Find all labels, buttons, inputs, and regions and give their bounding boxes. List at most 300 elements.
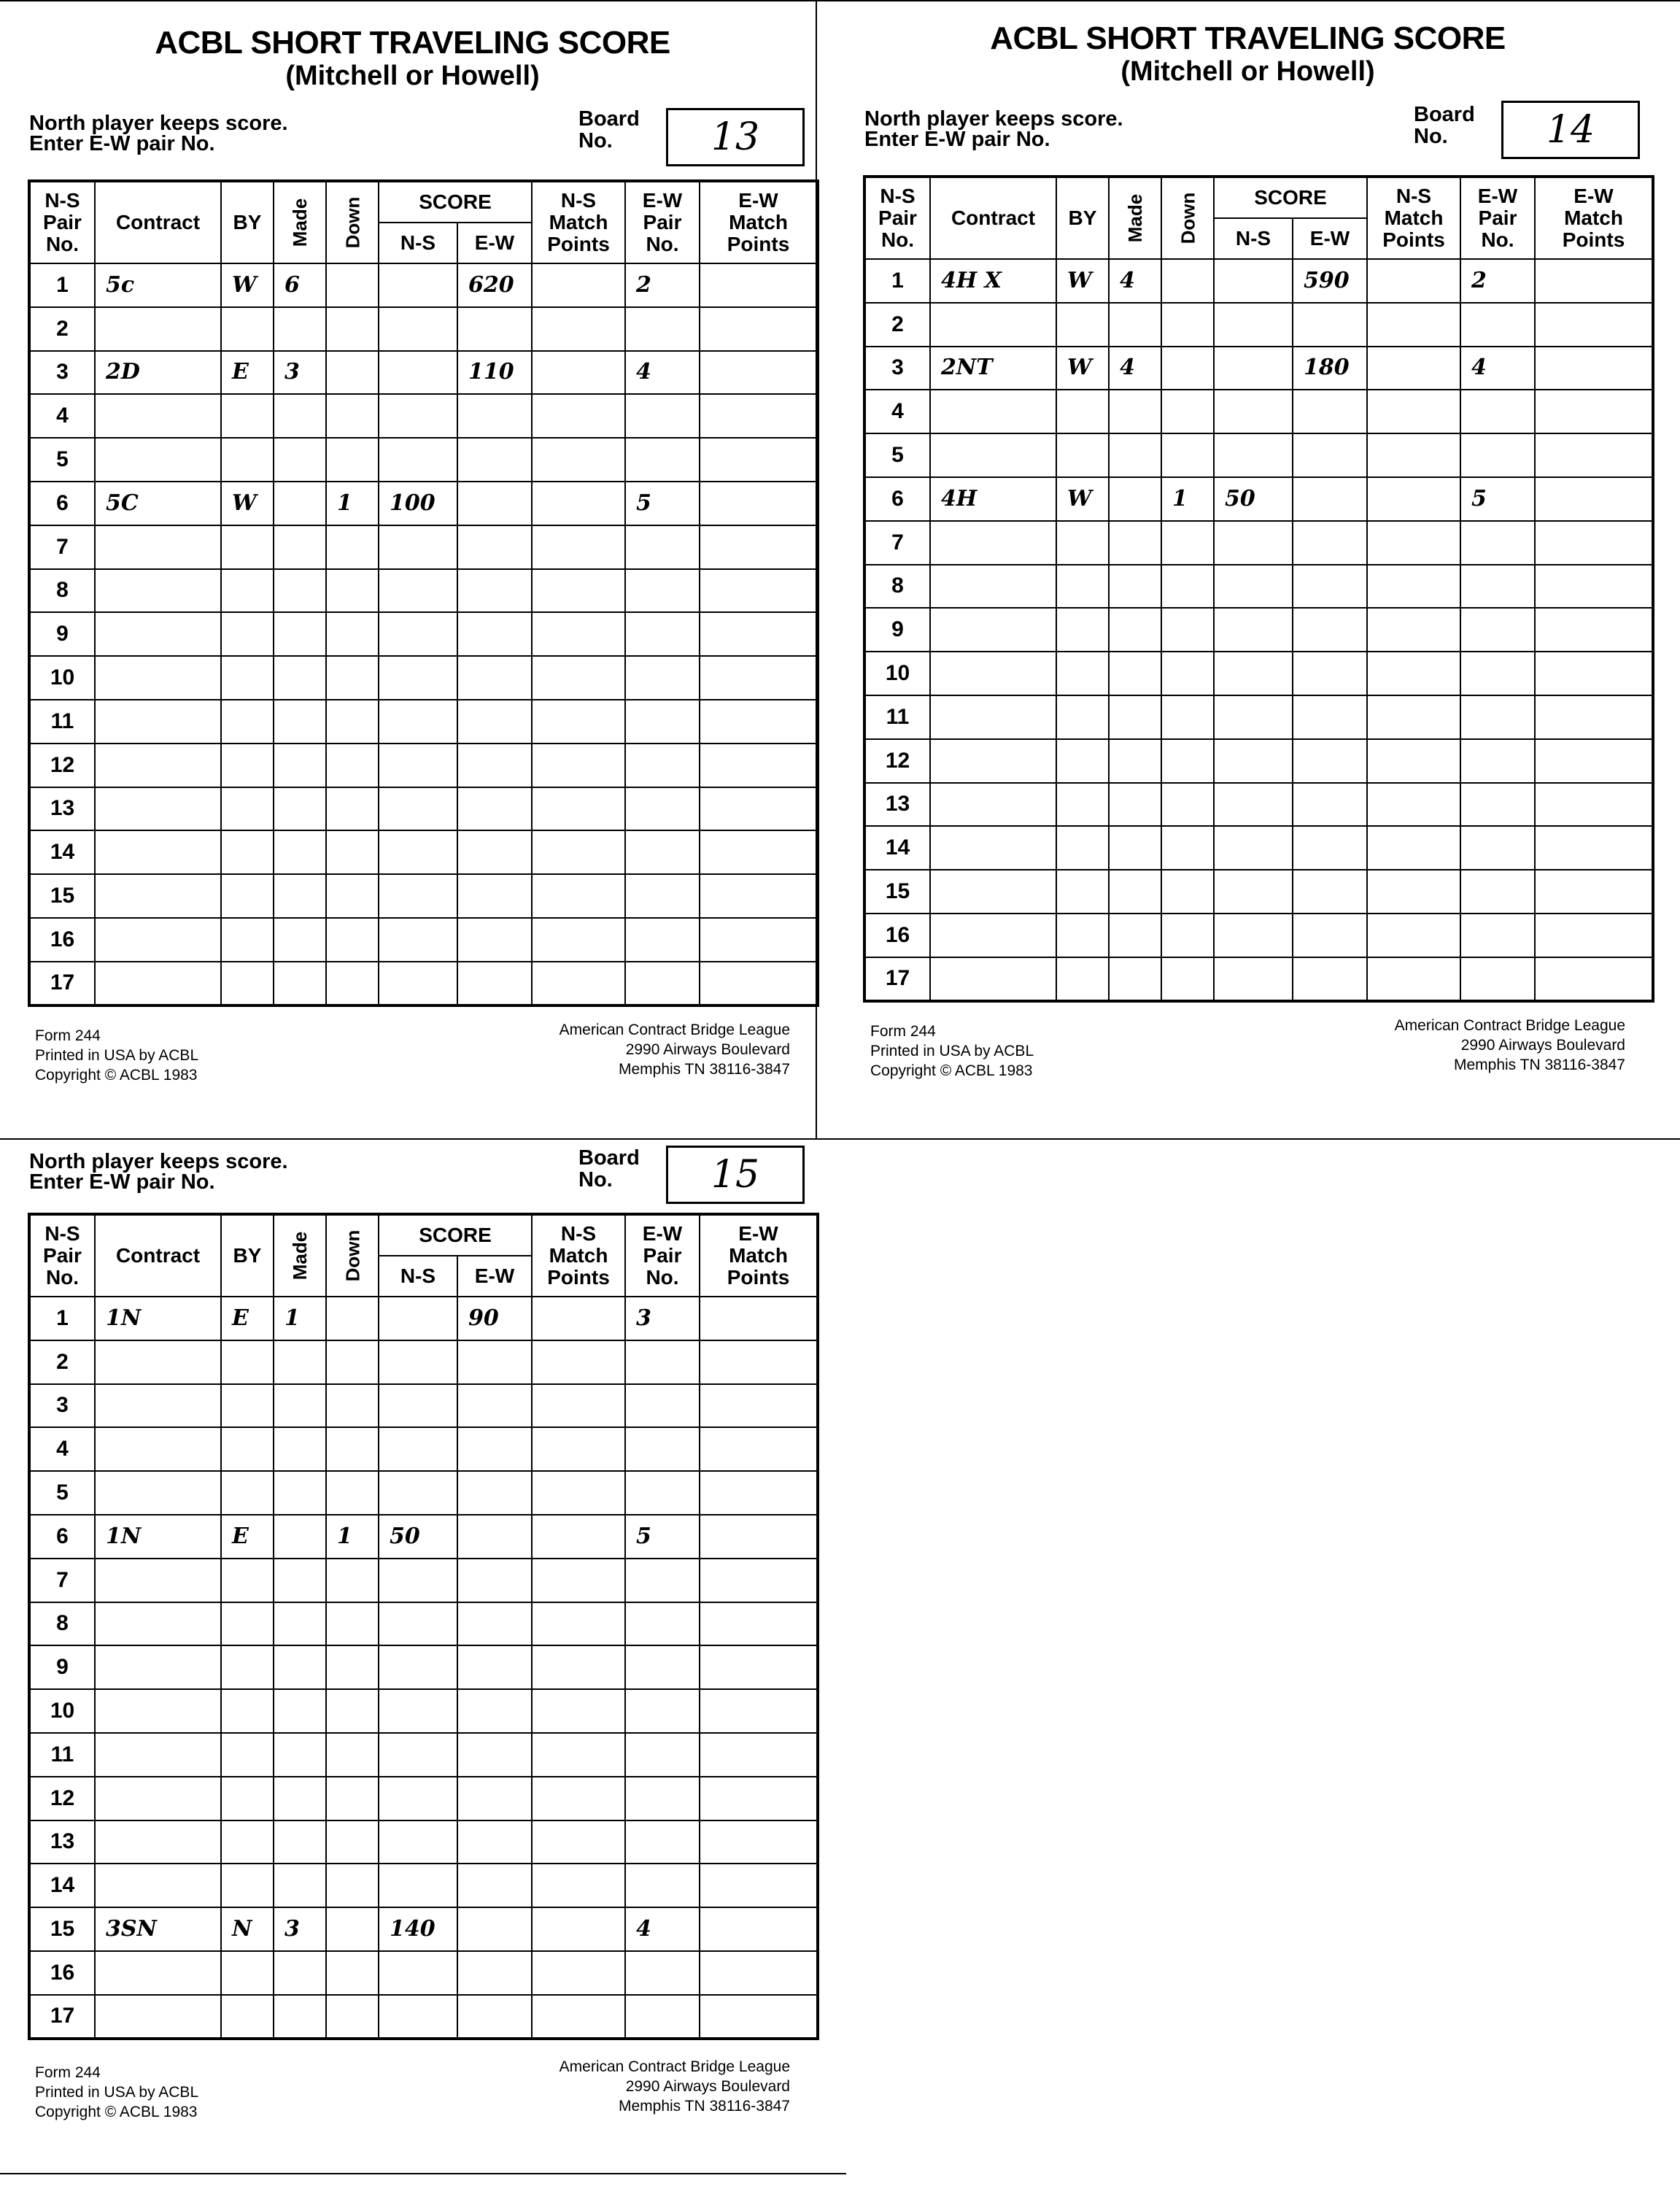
score-ns-cell[interactable] bbox=[379, 438, 457, 482]
down-cell[interactable] bbox=[326, 1471, 379, 1515]
ew-pair-cell[interactable] bbox=[625, 1645, 700, 1689]
by-cell[interactable] bbox=[221, 656, 274, 700]
contract-cell[interactable] bbox=[930, 521, 1056, 565]
score-ns-cell[interactable]: 100 bbox=[379, 482, 457, 525]
score-ns-cell[interactable] bbox=[379, 1777, 457, 1820]
ns-match-points-cell[interactable] bbox=[1367, 347, 1460, 390]
by-cell[interactable] bbox=[1056, 957, 1109, 1001]
ew-pair-cell[interactable]: 2 bbox=[625, 263, 700, 307]
by-cell[interactable] bbox=[1056, 652, 1109, 695]
made-cell[interactable] bbox=[1109, 695, 1161, 739]
by-cell[interactable]: W bbox=[221, 482, 274, 525]
by-cell[interactable]: N bbox=[221, 1907, 274, 1951]
score-ew-cell[interactable] bbox=[457, 482, 532, 525]
ew-pair-cell[interactable]: 4 bbox=[625, 351, 700, 395]
contract-cell[interactable]: 2D bbox=[95, 351, 221, 395]
ns-match-points-cell[interactable] bbox=[1367, 303, 1460, 347]
contract-cell[interactable] bbox=[95, 307, 221, 351]
ew-pair-cell[interactable]: 3 bbox=[625, 1297, 700, 1340]
contract-cell[interactable] bbox=[95, 1427, 221, 1471]
by-cell[interactable] bbox=[221, 1471, 274, 1515]
ew-match-points-cell[interactable] bbox=[700, 918, 818, 962]
made-cell[interactable]: 6 bbox=[274, 263, 326, 307]
contract-cell[interactable] bbox=[930, 565, 1056, 609]
down-cell[interactable] bbox=[326, 351, 379, 395]
ew-match-points-cell[interactable] bbox=[700, 482, 818, 525]
ew-pair-cell[interactable] bbox=[1460, 695, 1535, 739]
by-cell[interactable] bbox=[221, 525, 274, 569]
score-ew-cell[interactable] bbox=[457, 1427, 532, 1471]
ew-pair-cell[interactable] bbox=[625, 438, 700, 482]
score-ew-cell[interactable] bbox=[457, 569, 532, 613]
score-ns-cell[interactable] bbox=[1214, 303, 1293, 347]
ns-match-points-cell[interactable] bbox=[532, 744, 625, 787]
score-ns-cell[interactable] bbox=[1214, 914, 1293, 957]
ew-match-points-cell[interactable] bbox=[700, 1471, 818, 1515]
score-ew-cell[interactable] bbox=[457, 962, 532, 1005]
by-cell[interactable] bbox=[221, 307, 274, 351]
down-cell[interactable] bbox=[326, 874, 379, 918]
made-cell[interactable] bbox=[274, 1559, 326, 1602]
by-cell[interactable] bbox=[221, 830, 274, 874]
ew-match-points-cell[interactable] bbox=[1535, 433, 1653, 477]
ns-match-points-cell[interactable] bbox=[1367, 433, 1460, 477]
score-ew-cell[interactable] bbox=[457, 1995, 532, 2039]
by-cell[interactable] bbox=[221, 612, 274, 656]
made-cell[interactable] bbox=[274, 656, 326, 700]
contract-cell[interactable]: 3SN bbox=[95, 1907, 221, 1951]
by-cell[interactable] bbox=[1056, 303, 1109, 347]
down-cell[interactable]: 1 bbox=[326, 482, 379, 525]
ns-match-points-cell[interactable] bbox=[532, 1820, 625, 1864]
score-ns-cell[interactable] bbox=[379, 612, 457, 656]
score-ns-cell[interactable] bbox=[379, 1820, 457, 1864]
down-cell[interactable] bbox=[326, 1777, 379, 1820]
ew-pair-cell[interactable] bbox=[625, 1602, 700, 1646]
score-ew-cell[interactable] bbox=[1293, 957, 1367, 1001]
by-cell[interactable] bbox=[1056, 390, 1109, 433]
score-ns-cell[interactable] bbox=[1214, 608, 1293, 652]
ns-match-points-cell[interactable] bbox=[532, 874, 625, 918]
made-cell[interactable] bbox=[274, 918, 326, 962]
contract-cell[interactable] bbox=[95, 569, 221, 613]
made-cell[interactable] bbox=[1109, 739, 1161, 783]
down-cell[interactable] bbox=[1161, 608, 1214, 652]
ew-pair-cell[interactable] bbox=[625, 1951, 700, 1995]
by-cell[interactable] bbox=[221, 1864, 274, 1907]
score-ns-cell[interactable] bbox=[1214, 695, 1293, 739]
contract-cell[interactable] bbox=[95, 1689, 221, 1733]
score-ew-cell[interactable] bbox=[457, 656, 532, 700]
ew-pair-cell[interactable] bbox=[625, 307, 700, 351]
ns-match-points-cell[interactable] bbox=[532, 351, 625, 395]
made-cell[interactable]: 3 bbox=[274, 351, 326, 395]
ew-match-points-cell[interactable] bbox=[1535, 521, 1653, 565]
ew-match-points-cell[interactable] bbox=[700, 1820, 818, 1864]
by-cell[interactable] bbox=[221, 438, 274, 482]
ns-match-points-cell[interactable] bbox=[532, 1777, 625, 1820]
down-cell[interactable] bbox=[326, 1907, 379, 1951]
by-cell[interactable] bbox=[221, 1777, 274, 1820]
score-ns-cell[interactable] bbox=[379, 351, 457, 395]
ns-match-points-cell[interactable] bbox=[532, 612, 625, 656]
contract-cell[interactable] bbox=[95, 612, 221, 656]
ns-match-points-cell[interactable] bbox=[1367, 695, 1460, 739]
ew-pair-cell[interactable] bbox=[625, 1471, 700, 1515]
down-cell[interactable] bbox=[326, 1951, 379, 1995]
score-ns-cell[interactable] bbox=[1214, 652, 1293, 695]
made-cell[interactable]: 4 bbox=[1109, 347, 1161, 390]
by-cell[interactable] bbox=[221, 1559, 274, 1602]
ew-match-points-cell[interactable] bbox=[700, 1689, 818, 1733]
ew-match-points-cell[interactable] bbox=[1535, 739, 1653, 783]
contract-cell[interactable] bbox=[95, 1733, 221, 1777]
down-cell[interactable] bbox=[326, 918, 379, 962]
score-ew-cell[interactable]: 110 bbox=[457, 351, 532, 395]
made-cell[interactable]: 1 bbox=[274, 1297, 326, 1340]
score-ew-cell[interactable] bbox=[457, 525, 532, 569]
by-cell[interactable] bbox=[221, 1384, 274, 1428]
by-cell[interactable] bbox=[1056, 870, 1109, 914]
ns-match-points-cell[interactable] bbox=[532, 962, 625, 1005]
contract-cell[interactable] bbox=[930, 914, 1056, 957]
down-cell[interactable] bbox=[326, 744, 379, 787]
made-cell[interactable] bbox=[1109, 565, 1161, 609]
contract-cell[interactable] bbox=[930, 870, 1056, 914]
ns-match-points-cell[interactable] bbox=[1367, 390, 1460, 433]
down-cell[interactable] bbox=[326, 1340, 379, 1384]
made-cell[interactable] bbox=[274, 1777, 326, 1820]
contract-cell[interactable] bbox=[95, 1471, 221, 1515]
ns-match-points-cell[interactable] bbox=[1367, 914, 1460, 957]
ns-match-points-cell[interactable] bbox=[532, 1340, 625, 1384]
ew-match-points-cell[interactable] bbox=[1535, 652, 1653, 695]
ew-match-points-cell[interactable] bbox=[700, 1864, 818, 1907]
contract-cell[interactable] bbox=[930, 303, 1056, 347]
score-ew-cell[interactable]: 590 bbox=[1293, 259, 1367, 303]
score-ew-cell[interactable] bbox=[457, 1559, 532, 1602]
ns-match-points-cell[interactable] bbox=[1367, 957, 1460, 1001]
ew-pair-cell[interactable] bbox=[625, 962, 700, 1005]
ew-match-points-cell[interactable] bbox=[1535, 259, 1653, 303]
score-ns-cell[interactable] bbox=[379, 744, 457, 787]
made-cell[interactable] bbox=[274, 1820, 326, 1864]
score-ew-cell[interactable] bbox=[457, 1820, 532, 1864]
score-ns-cell[interactable] bbox=[379, 263, 457, 307]
score-ew-cell[interactable] bbox=[1293, 783, 1367, 827]
ew-match-points-cell[interactable] bbox=[700, 1907, 818, 1951]
ns-match-points-cell[interactable] bbox=[1367, 739, 1460, 783]
ns-match-points-cell[interactable] bbox=[532, 1645, 625, 1689]
down-cell[interactable] bbox=[1161, 347, 1214, 390]
contract-cell[interactable] bbox=[95, 525, 221, 569]
score-ns-cell[interactable] bbox=[379, 1559, 457, 1602]
down-cell[interactable] bbox=[326, 1995, 379, 2039]
made-cell[interactable] bbox=[1109, 957, 1161, 1001]
score-ew-cell[interactable] bbox=[1293, 565, 1367, 609]
ew-pair-cell[interactable] bbox=[625, 1689, 700, 1733]
down-cell[interactable] bbox=[326, 569, 379, 613]
score-ew-cell[interactable] bbox=[1293, 652, 1367, 695]
by-cell[interactable]: W bbox=[221, 263, 274, 307]
score-ns-cell[interactable] bbox=[1214, 433, 1293, 477]
contract-cell[interactable] bbox=[95, 1340, 221, 1384]
score-ew-cell[interactable]: 180 bbox=[1293, 347, 1367, 390]
contract-cell[interactable]: 4H bbox=[930, 477, 1056, 521]
by-cell[interactable] bbox=[1056, 433, 1109, 477]
down-cell[interactable] bbox=[326, 1689, 379, 1733]
contract-cell[interactable] bbox=[95, 1820, 221, 1864]
by-cell[interactable] bbox=[221, 1951, 274, 1995]
score-ns-cell[interactable] bbox=[379, 656, 457, 700]
made-cell[interactable] bbox=[274, 612, 326, 656]
ew-pair-cell[interactable] bbox=[1460, 739, 1535, 783]
down-cell[interactable] bbox=[326, 263, 379, 307]
ew-match-points-cell[interactable] bbox=[1535, 826, 1653, 870]
down-cell[interactable] bbox=[326, 1427, 379, 1471]
made-cell[interactable] bbox=[274, 1340, 326, 1384]
ew-pair-cell[interactable]: 5 bbox=[625, 482, 700, 525]
ew-pair-cell[interactable] bbox=[625, 1559, 700, 1602]
contract-cell[interactable] bbox=[95, 656, 221, 700]
made-cell[interactable] bbox=[274, 874, 326, 918]
made-cell[interactable] bbox=[274, 1689, 326, 1733]
score-ns-cell[interactable] bbox=[379, 1733, 457, 1777]
score-ns-cell[interactable] bbox=[379, 874, 457, 918]
score-ns-cell[interactable] bbox=[379, 1689, 457, 1733]
score-ew-cell[interactable] bbox=[1293, 914, 1367, 957]
ew-match-points-cell[interactable] bbox=[700, 1645, 818, 1689]
ns-match-points-cell[interactable] bbox=[532, 525, 625, 569]
ew-match-points-cell[interactable] bbox=[700, 830, 818, 874]
by-cell[interactable] bbox=[221, 569, 274, 613]
contract-cell[interactable] bbox=[930, 739, 1056, 783]
made-cell[interactable] bbox=[274, 1733, 326, 1777]
down-cell[interactable] bbox=[326, 307, 379, 351]
down-cell[interactable]: 1 bbox=[1161, 477, 1214, 521]
made-cell[interactable] bbox=[274, 525, 326, 569]
made-cell[interactable] bbox=[1109, 390, 1161, 433]
down-cell[interactable] bbox=[1161, 390, 1214, 433]
ew-pair-cell[interactable] bbox=[625, 525, 700, 569]
down-cell[interactable] bbox=[326, 656, 379, 700]
made-cell[interactable] bbox=[274, 830, 326, 874]
ew-pair-cell[interactable] bbox=[625, 569, 700, 613]
ew-match-points-cell[interactable] bbox=[1535, 477, 1653, 521]
made-cell[interactable] bbox=[274, 787, 326, 831]
ew-pair-cell[interactable] bbox=[625, 918, 700, 962]
ew-pair-cell[interactable] bbox=[1460, 870, 1535, 914]
ew-match-points-cell[interactable] bbox=[700, 307, 818, 351]
score-ew-cell[interactable] bbox=[457, 744, 532, 787]
contract-cell[interactable] bbox=[95, 744, 221, 787]
ns-match-points-cell[interactable] bbox=[1367, 870, 1460, 914]
score-ew-cell[interactable] bbox=[457, 612, 532, 656]
contract-cell[interactable]: 2NT bbox=[930, 347, 1056, 390]
down-cell[interactable] bbox=[1161, 565, 1214, 609]
contract-cell[interactable] bbox=[930, 390, 1056, 433]
down-cell[interactable] bbox=[326, 394, 379, 438]
by-cell[interactable] bbox=[221, 1340, 274, 1384]
made-cell[interactable] bbox=[274, 482, 326, 525]
ew-pair-cell[interactable] bbox=[625, 874, 700, 918]
by-cell[interactable] bbox=[221, 1645, 274, 1689]
ns-match-points-cell[interactable] bbox=[1367, 826, 1460, 870]
made-cell[interactable] bbox=[274, 1864, 326, 1907]
down-cell[interactable] bbox=[326, 1645, 379, 1689]
contract-cell[interactable] bbox=[95, 1384, 221, 1428]
score-ns-cell[interactable] bbox=[1214, 347, 1293, 390]
contract-cell[interactable] bbox=[930, 783, 1056, 827]
ns-match-points-cell[interactable] bbox=[532, 787, 625, 831]
contract-cell[interactable] bbox=[95, 1645, 221, 1689]
score-ew-cell[interactable] bbox=[457, 1515, 532, 1559]
ew-pair-cell[interactable]: 5 bbox=[625, 1515, 700, 1559]
made-cell[interactable] bbox=[274, 700, 326, 744]
contract-cell[interactable] bbox=[95, 1995, 221, 2039]
score-ew-cell[interactable] bbox=[457, 1951, 532, 1995]
score-ew-cell[interactable] bbox=[457, 1384, 532, 1428]
ew-match-points-cell[interactable] bbox=[700, 1602, 818, 1646]
contract-cell[interactable] bbox=[95, 787, 221, 831]
score-ns-cell[interactable] bbox=[379, 1951, 457, 1995]
score-ns-cell[interactable] bbox=[379, 1995, 457, 2039]
by-cell[interactable] bbox=[1056, 695, 1109, 739]
ns-match-points-cell[interactable] bbox=[532, 830, 625, 874]
ew-pair-cell[interactable] bbox=[625, 612, 700, 656]
ew-pair-cell[interactable] bbox=[1460, 914, 1535, 957]
score-ns-cell[interactable] bbox=[379, 918, 457, 962]
ns-match-points-cell[interactable] bbox=[1367, 477, 1460, 521]
score-ns-cell[interactable] bbox=[1214, 783, 1293, 827]
by-cell[interactable] bbox=[1056, 521, 1109, 565]
contract-cell[interactable]: 5c bbox=[95, 263, 221, 307]
ns-match-points-cell[interactable] bbox=[532, 263, 625, 307]
ns-match-points-cell[interactable] bbox=[532, 482, 625, 525]
ew-pair-cell[interactable] bbox=[625, 787, 700, 831]
made-cell[interactable] bbox=[274, 307, 326, 351]
contract-cell[interactable] bbox=[930, 695, 1056, 739]
ns-match-points-cell[interactable] bbox=[532, 700, 625, 744]
down-cell[interactable] bbox=[1161, 303, 1214, 347]
by-cell[interactable] bbox=[221, 962, 274, 1005]
score-ns-cell[interactable]: 50 bbox=[379, 1515, 457, 1559]
score-ns-cell[interactable] bbox=[379, 394, 457, 438]
ns-match-points-cell[interactable] bbox=[532, 394, 625, 438]
contract-cell[interactable] bbox=[930, 433, 1056, 477]
ew-pair-cell[interactable] bbox=[1460, 433, 1535, 477]
score-ew-cell[interactable] bbox=[1293, 477, 1367, 521]
ns-match-points-cell[interactable] bbox=[532, 1559, 625, 1602]
ew-pair-cell[interactable] bbox=[1460, 826, 1535, 870]
down-cell[interactable] bbox=[326, 787, 379, 831]
down-cell[interactable] bbox=[1161, 521, 1214, 565]
made-cell[interactable] bbox=[274, 1384, 326, 1428]
contract-cell[interactable] bbox=[930, 957, 1056, 1001]
ew-match-points-cell[interactable] bbox=[700, 1559, 818, 1602]
score-ew-cell[interactable] bbox=[1293, 521, 1367, 565]
down-cell[interactable] bbox=[326, 1384, 379, 1428]
ns-match-points-cell[interactable] bbox=[1367, 565, 1460, 609]
score-ew-cell[interactable] bbox=[457, 700, 532, 744]
ew-match-points-cell[interactable] bbox=[1535, 914, 1653, 957]
ew-match-points-cell[interactable] bbox=[1535, 565, 1653, 609]
score-ns-cell[interactable] bbox=[1214, 870, 1293, 914]
ew-match-points-cell[interactable] bbox=[1535, 303, 1653, 347]
contract-cell[interactable]: 1N bbox=[95, 1297, 221, 1340]
ew-pair-cell[interactable] bbox=[625, 700, 700, 744]
ew-pair-cell[interactable] bbox=[625, 1995, 700, 2039]
ew-pair-cell[interactable] bbox=[1460, 783, 1535, 827]
score-ns-cell[interactable] bbox=[1214, 521, 1293, 565]
ew-pair-cell[interactable] bbox=[625, 1777, 700, 1820]
ew-pair-cell[interactable] bbox=[625, 1864, 700, 1907]
down-cell[interactable] bbox=[326, 1864, 379, 1907]
down-cell[interactable] bbox=[326, 962, 379, 1005]
ns-match-points-cell[interactable] bbox=[1367, 652, 1460, 695]
score-ew-cell[interactable] bbox=[457, 394, 532, 438]
score-ew-cell[interactable] bbox=[1293, 826, 1367, 870]
ew-match-points-cell[interactable] bbox=[700, 656, 818, 700]
ns-match-points-cell[interactable] bbox=[532, 1515, 625, 1559]
down-cell[interactable] bbox=[326, 438, 379, 482]
by-cell[interactable]: E bbox=[221, 351, 274, 395]
made-cell[interactable] bbox=[1109, 783, 1161, 827]
down-cell[interactable] bbox=[326, 1602, 379, 1646]
made-cell[interactable] bbox=[1109, 477, 1161, 521]
ew-match-points-cell[interactable] bbox=[1535, 783, 1653, 827]
score-ns-cell[interactable] bbox=[379, 1864, 457, 1907]
ns-match-points-cell[interactable] bbox=[532, 1297, 625, 1340]
score-ew-cell[interactable] bbox=[457, 1602, 532, 1646]
down-cell[interactable] bbox=[326, 612, 379, 656]
ew-pair-cell[interactable] bbox=[625, 1340, 700, 1384]
made-cell[interactable] bbox=[274, 744, 326, 787]
made-cell[interactable] bbox=[274, 1951, 326, 1995]
ew-pair-cell[interactable] bbox=[625, 1733, 700, 1777]
ew-pair-cell[interactable] bbox=[1460, 608, 1535, 652]
ew-match-points-cell[interactable] bbox=[1535, 870, 1653, 914]
contract-cell[interactable] bbox=[95, 962, 221, 1005]
by-cell[interactable] bbox=[1056, 914, 1109, 957]
ns-match-points-cell[interactable] bbox=[1367, 608, 1460, 652]
by-cell[interactable] bbox=[221, 1733, 274, 1777]
by-cell[interactable] bbox=[1056, 826, 1109, 870]
ns-match-points-cell[interactable] bbox=[532, 918, 625, 962]
score-ew-cell[interactable] bbox=[457, 1907, 532, 1951]
by-cell[interactable]: W bbox=[1056, 477, 1109, 521]
board-number-box[interactable] bbox=[666, 1146, 805, 1204]
score-ns-cell[interactable] bbox=[379, 830, 457, 874]
by-cell[interactable] bbox=[221, 394, 274, 438]
ew-match-points-cell[interactable] bbox=[700, 962, 818, 1005]
score-ew-cell[interactable] bbox=[457, 1733, 532, 1777]
score-ew-cell[interactable] bbox=[457, 307, 532, 351]
ew-match-points-cell[interactable] bbox=[700, 1340, 818, 1384]
ns-match-points-cell[interactable] bbox=[532, 307, 625, 351]
contract-cell[interactable] bbox=[95, 1777, 221, 1820]
ns-match-points-cell[interactable] bbox=[532, 1427, 625, 1471]
by-cell[interactable] bbox=[221, 1427, 274, 1471]
ew-match-points-cell[interactable] bbox=[700, 394, 818, 438]
ew-pair-cell[interactable]: 4 bbox=[625, 1907, 700, 1951]
score-ns-cell[interactable] bbox=[1214, 565, 1293, 609]
down-cell[interactable] bbox=[1161, 652, 1214, 695]
ns-match-points-cell[interactable] bbox=[532, 1864, 625, 1907]
ns-match-points-cell[interactable] bbox=[532, 1733, 625, 1777]
ew-pair-cell[interactable] bbox=[625, 744, 700, 787]
ns-match-points-cell[interactable] bbox=[532, 1995, 625, 2039]
